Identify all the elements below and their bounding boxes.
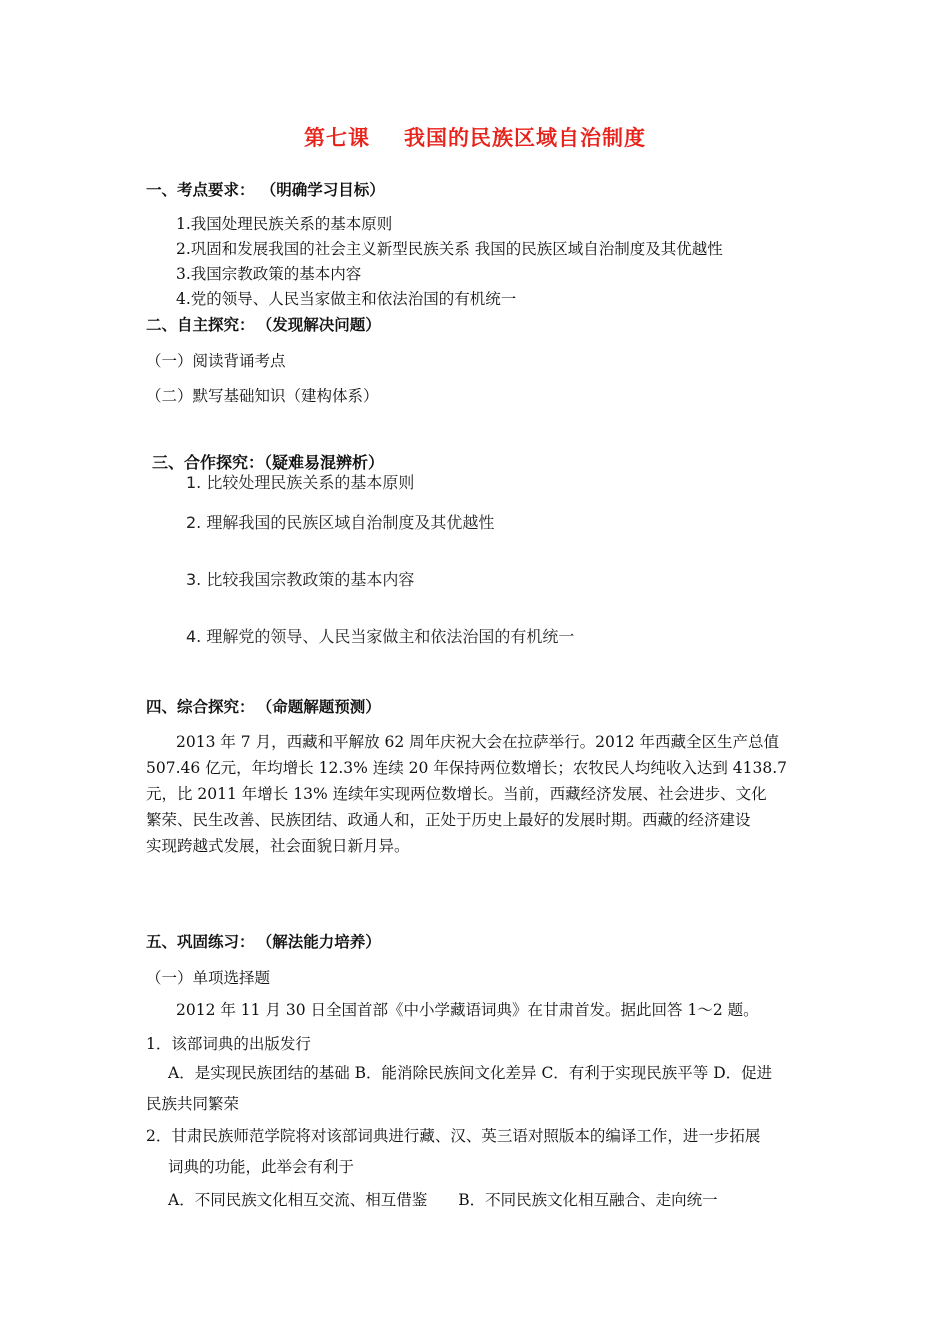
- sec4-line-5: 实现跨越式发展，社会面貌日新月异。: [146, 837, 410, 855]
- sec1-item-2: 2.巩固和发展我国的社会主义新型民族关系 我国的民族区域自治制度及其优越性: [176, 240, 723, 258]
- section-4-heading: 四、综合探究： （命题解题预测）: [146, 698, 381, 716]
- sec5-intro: 2012 年 11 月 30 日全国首部《中小学藏语词典》在甘肃首发。据此回答 1～2 题。: [176, 1001, 759, 1019]
- sec4-line-3: 元，比 2011 年增长 13% 连续年实现两位数增长。当前，西藏经济发展、社会进步、文化: [146, 785, 767, 803]
- sec4-line-4: 繁荣、民生改善、民族团结、政通人和，正处于历史上最好的发展时期。西藏的经济建设: [146, 811, 751, 829]
- lesson-number: 第七课: [304, 126, 370, 150]
- sec1-item-1: 1.我国处理民族关系的基本原则: [176, 215, 393, 233]
- section-3-heading: 三、合作探究：（疑难易混辨析）: [152, 453, 385, 472]
- section-1-heading: 一、考点要求： （明确学习目标）: [146, 181, 385, 199]
- sec2-item-2: （二）默写基础知识（建构体系）: [146, 387, 379, 405]
- sec5-part-label: （一）单项选择题: [146, 969, 271, 987]
- lesson-name: 我国的民族区域自治制度: [404, 126, 646, 150]
- sec3-item-1: 1. 比较处理民族关系的基本原则: [186, 473, 415, 492]
- page-title: [0, 122, 950, 152]
- question-1-options-cont: 民族共同繁荣: [146, 1095, 240, 1113]
- sec3-item-2: 2. 理解我国的民族区域自治制度及其优越性: [186, 513, 495, 532]
- section-2-heading: 二、自主探究： （发现解决问题）: [146, 316, 381, 334]
- question-2-options: A．不同民族文化相互交流、相互借鉴 B．不同民族文化相互融合、走向统一: [168, 1191, 718, 1209]
- question-2-stem-cont: 词典的功能，此举会有利于: [168, 1158, 355, 1176]
- question-2-stem: 2．甘肃民族师范学院将对该部词典进行藏、汉、英三语对照版本的编译工作，进一步拓展: [146, 1127, 761, 1145]
- sec1-item-4: 4.党的领导、人民当家做主和依法治国的有机统一: [176, 290, 517, 308]
- sec4-line-1: 2013 年 7 月，西藏和平解放 62 周年庆祝大会在拉萨举行。2012 年西藏全区生产总值: [176, 733, 780, 751]
- question-1-stem: 1．该部词典的出版发行: [146, 1035, 311, 1053]
- sec1-item-3: 3.我国宗教政策的基本内容: [176, 265, 362, 283]
- sec4-line-2: 507.46 亿元，年均增长 12.3% 连续 20 年保持两位数增长；农牧民人均纯收入达到 4138.7: [146, 759, 787, 777]
- sec3-item-4: 4. 理解党的领导、人民当家做主和依法治国的有机统一: [186, 627, 575, 646]
- section-5-heading: 五、巩固练习： （解法能力培养）: [146, 933, 381, 951]
- sec2-item-1: （一）阅读背诵考点: [146, 352, 286, 370]
- sec3-item-3: 3. 比较我国宗教政策的基本内容: [186, 570, 415, 589]
- question-1-options: A．是实现民族团结的基础 B．能消除民族间文化差异 C．有利于实现民族平等 D．促进: [168, 1064, 773, 1082]
